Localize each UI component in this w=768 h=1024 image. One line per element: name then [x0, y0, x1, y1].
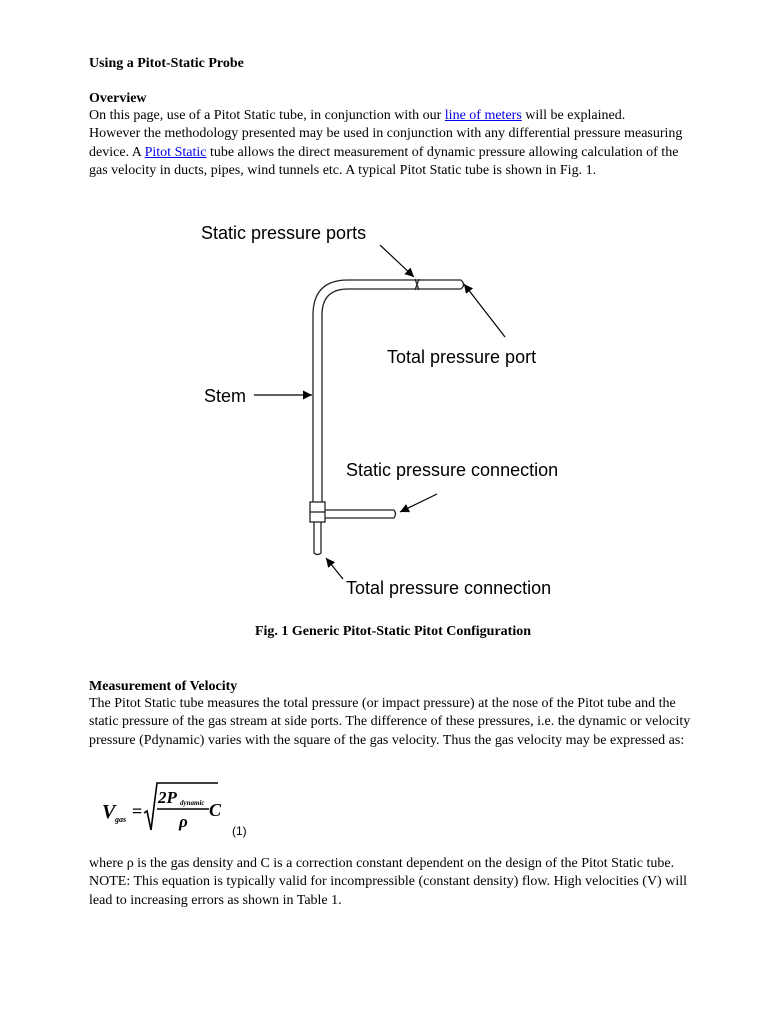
equation-equals: = — [132, 801, 143, 821]
static-ports-arrow — [380, 245, 414, 277]
velocity-section — [89, 679, 694, 750]
static-connection-arrow — [400, 494, 437, 512]
total-connection-tube — [314, 522, 321, 555]
total-port-label: Total pressure port — [387, 347, 537, 367]
figure-caption: Fig. 1 Generic Pitot-Static Pitot Configuration — [254, 624, 532, 639]
equation-constant: C — [209, 800, 222, 820]
overview-text-1: On this page, use of a Pitot Static tube, in conjunction with our — [89, 108, 445, 123]
pitot-static-figure — [190, 215, 590, 607]
probe-nose — [461, 280, 464, 289]
density-section — [89, 855, 694, 910]
equation-number: (1) — [232, 824, 247, 838]
overview-heading: Overview — [89, 91, 147, 106]
total-port-arrow — [464, 284, 505, 337]
equation-denominator: ρ — [179, 812, 188, 831]
page-title: Using a Pitot-Static Probe — [89, 56, 244, 71]
static-connection-tube — [325, 510, 396, 518]
equation-lhs-sub: gas — [115, 815, 127, 824]
overview-section — [89, 91, 694, 180]
total-connection-arrow — [326, 558, 343, 579]
overview-text-3: However the methodology presented may be used in conjunction with any differential pressure measuring device. A — [89, 126, 683, 160]
line-of-meters-link[interactable]: line of meters — [444, 108, 522, 123]
density-paragraph: where ρ is the gas density and C is a correction constant dependent on the design of the Pitot Static tube. NOTE: This equation is typically valid for incompressible (constant density) flow. High velocities (V) will lead to increasing errors as shown in Table 1. — [89, 856, 687, 908]
velocity-paragraph: The Pitot Static tube measures the total pressure (or impact pressure) at the nose of the Pitot tube and the static pressure of the gas stream at side ports. The difference of these pressures, i.e. the dynamic or velocity pressure (Pdynamic) varies with the square of the gas velocity. Thus the gas velocity may be expressed as: — [89, 696, 691, 748]
stem-label: Stem — [204, 386, 247, 406]
velocity-heading: Measurement of Velocity — [89, 679, 238, 694]
static-ports-label: Static pressure ports — [201, 223, 367, 243]
static-connection-label: Static pressure connection — [346, 460, 559, 480]
pitot-static-link[interactable]: Pitot Static — [144, 144, 207, 160]
equation-lhs: V — [102, 801, 116, 823]
equation-numerator-sub: dynamic — [180, 799, 205, 807]
overview-text-2: will be explained. — [521, 108, 626, 123]
equation-numerator: 2P — [158, 788, 177, 807]
velocity-equation — [100, 778, 260, 840]
total-connection-label: Total pressure connection — [346, 578, 552, 598]
overview-text-4: tube allows the direct measurement of dynamic pressure allowing calculation of the gas velocity in ducts, pipes, wind tunnels etc. A typical Pitot Static tube is shown in Fig. 1. — [89, 144, 679, 178]
overview-paragraph — [89, 107, 694, 180]
